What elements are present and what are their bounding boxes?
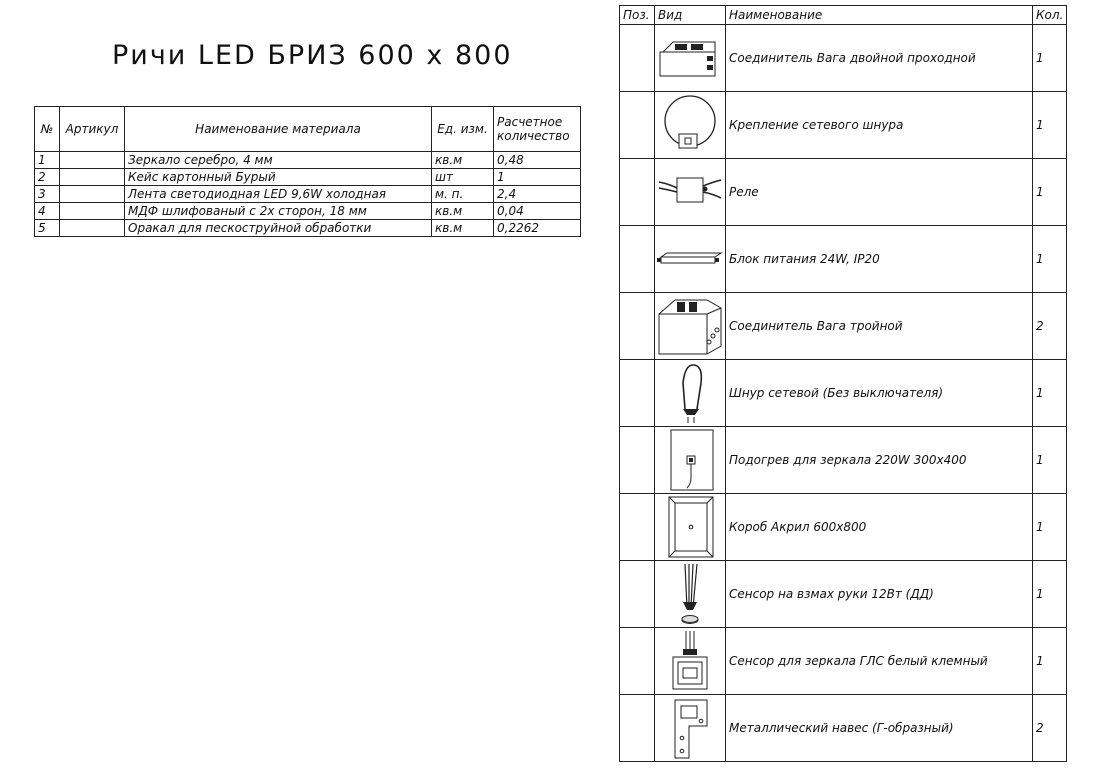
table-row [620,695,1067,762]
power-cord-icon [657,361,723,425]
material-article [60,220,125,237]
material-name: Зеркало серебро, 4 мм [125,152,432,169]
material-qty: 0,48 [494,152,581,169]
part-qty: 1 [1033,159,1067,226]
material-name: Оракал для пескоструйной обработки [125,220,432,237]
part-name: Подогрев для зеркала 220W 300x400 [726,427,1033,494]
table-row [620,628,1067,695]
parts-header-pos: Поз. [620,6,655,25]
part-pos [620,628,655,695]
material-num: 1 [35,152,60,169]
material-article [60,186,125,203]
part-name: Соединитель Вага тройной [726,293,1033,360]
part-name: Блок питания 24W, IP20 [726,226,1033,293]
parts-header-name: Наименование [726,6,1033,25]
part-view [655,360,726,427]
part-name: Металлический навес (Г-образный) [726,695,1033,762]
wago-double-connector-icon [657,36,723,80]
part-qty: 1 [1033,427,1067,494]
mirror-touch-sensor-icon [657,629,723,693]
material-name: Кейс картонный Бурый [125,169,432,186]
part-pos [620,360,655,427]
material-num: 4 [35,203,60,220]
wago-triple-connector-icon [657,296,723,356]
material-qty: 0,2262 [494,220,581,237]
part-name: Реле [726,159,1033,226]
part-pos [620,159,655,226]
table-row [35,152,581,169]
table-row [35,169,581,186]
material-unit: кв.м [432,220,494,237]
parts-header-row [620,6,1067,25]
part-view [655,628,726,695]
part-qty: 1 [1033,226,1067,293]
material-num: 5 [35,220,60,237]
table-row [620,226,1067,293]
page-title: Ричи LED БРИЗ 600 x 800 [112,40,513,71]
material-unit: м. п. [432,186,494,203]
part-qty: 2 [1033,695,1067,762]
part-pos [620,293,655,360]
part-pos [620,427,655,494]
part-name: Соединитель Вага двойной проходной [726,25,1033,92]
materials-table [34,106,581,237]
part-pos [620,226,655,293]
material-name: Лента светодиодная LED 9,6W холодная [125,186,432,203]
table-row [35,186,581,203]
table-row [620,360,1067,427]
material-name: МДФ шлифованый с 2х сторон, 18 мм [125,203,432,220]
materials-header-num: № [35,107,60,152]
material-article [60,152,125,169]
materials-header-unit: Ед. изм. [432,107,494,152]
part-qty: 1 [1033,92,1067,159]
table-row [620,494,1067,561]
table-row [620,159,1067,226]
part-pos [620,695,655,762]
part-qty: 2 [1033,293,1067,360]
part-view [655,293,726,360]
part-view [655,25,726,92]
table-row [620,427,1067,494]
material-qty: 0,04 [494,203,581,220]
material-unit: шт [432,169,494,186]
table-row [35,203,581,220]
material-article [60,203,125,220]
hand-wave-sensor-icon [657,562,723,626]
part-name: Сенсор для зеркала ГЛС белый клемный [726,628,1033,695]
material-num: 2 [35,169,60,186]
power-supply-icon [657,249,723,269]
material-num: 3 [35,186,60,203]
part-pos [620,25,655,92]
part-view [655,561,726,628]
acrylic-box-icon [657,495,723,559]
table-row [620,92,1067,159]
part-qty: 1 [1033,628,1067,695]
part-pos [620,494,655,561]
part-name: Короб Акрил 600x800 [726,494,1033,561]
table-row [620,293,1067,360]
materials-header-name: Наименование материала [125,107,432,152]
parts-table [619,5,1067,762]
part-view [655,695,726,762]
part-qty: 1 [1033,360,1067,427]
material-unit: кв.м [432,152,494,169]
part-name: Шнур сетевой (Без выключателя) [726,360,1033,427]
mirror-heater-icon [657,428,723,492]
material-qty: 1 [494,169,581,186]
part-qty: 1 [1033,494,1067,561]
part-qty: 1 [1033,25,1067,92]
l-shaped-hanger-icon [657,696,723,760]
cord-mount-ring-icon [657,93,723,157]
parts-header-view: Вид [655,6,726,25]
material-qty: 2,4 [494,186,581,203]
material-article [60,169,125,186]
materials-header-qty: Расчетное количество [494,107,581,152]
part-qty: 1 [1033,561,1067,628]
material-unit: кв.м [432,203,494,220]
part-pos [620,561,655,628]
part-view [655,494,726,561]
part-view [655,427,726,494]
part-pos [620,92,655,159]
materials-header-row [35,107,581,152]
table-row [620,25,1067,92]
relay-icon [657,170,723,214]
table-row [620,561,1067,628]
materials-header-article: Артикул [60,107,125,152]
part-view [655,226,726,293]
table-row [35,220,581,237]
part-view [655,159,726,226]
part-view [655,92,726,159]
part-name: Сенсор на взмах руки 12Вт (ДД) [726,561,1033,628]
parts-header-qty: Кол. [1033,6,1067,25]
part-name: Крепление сетевого шнура [726,92,1033,159]
